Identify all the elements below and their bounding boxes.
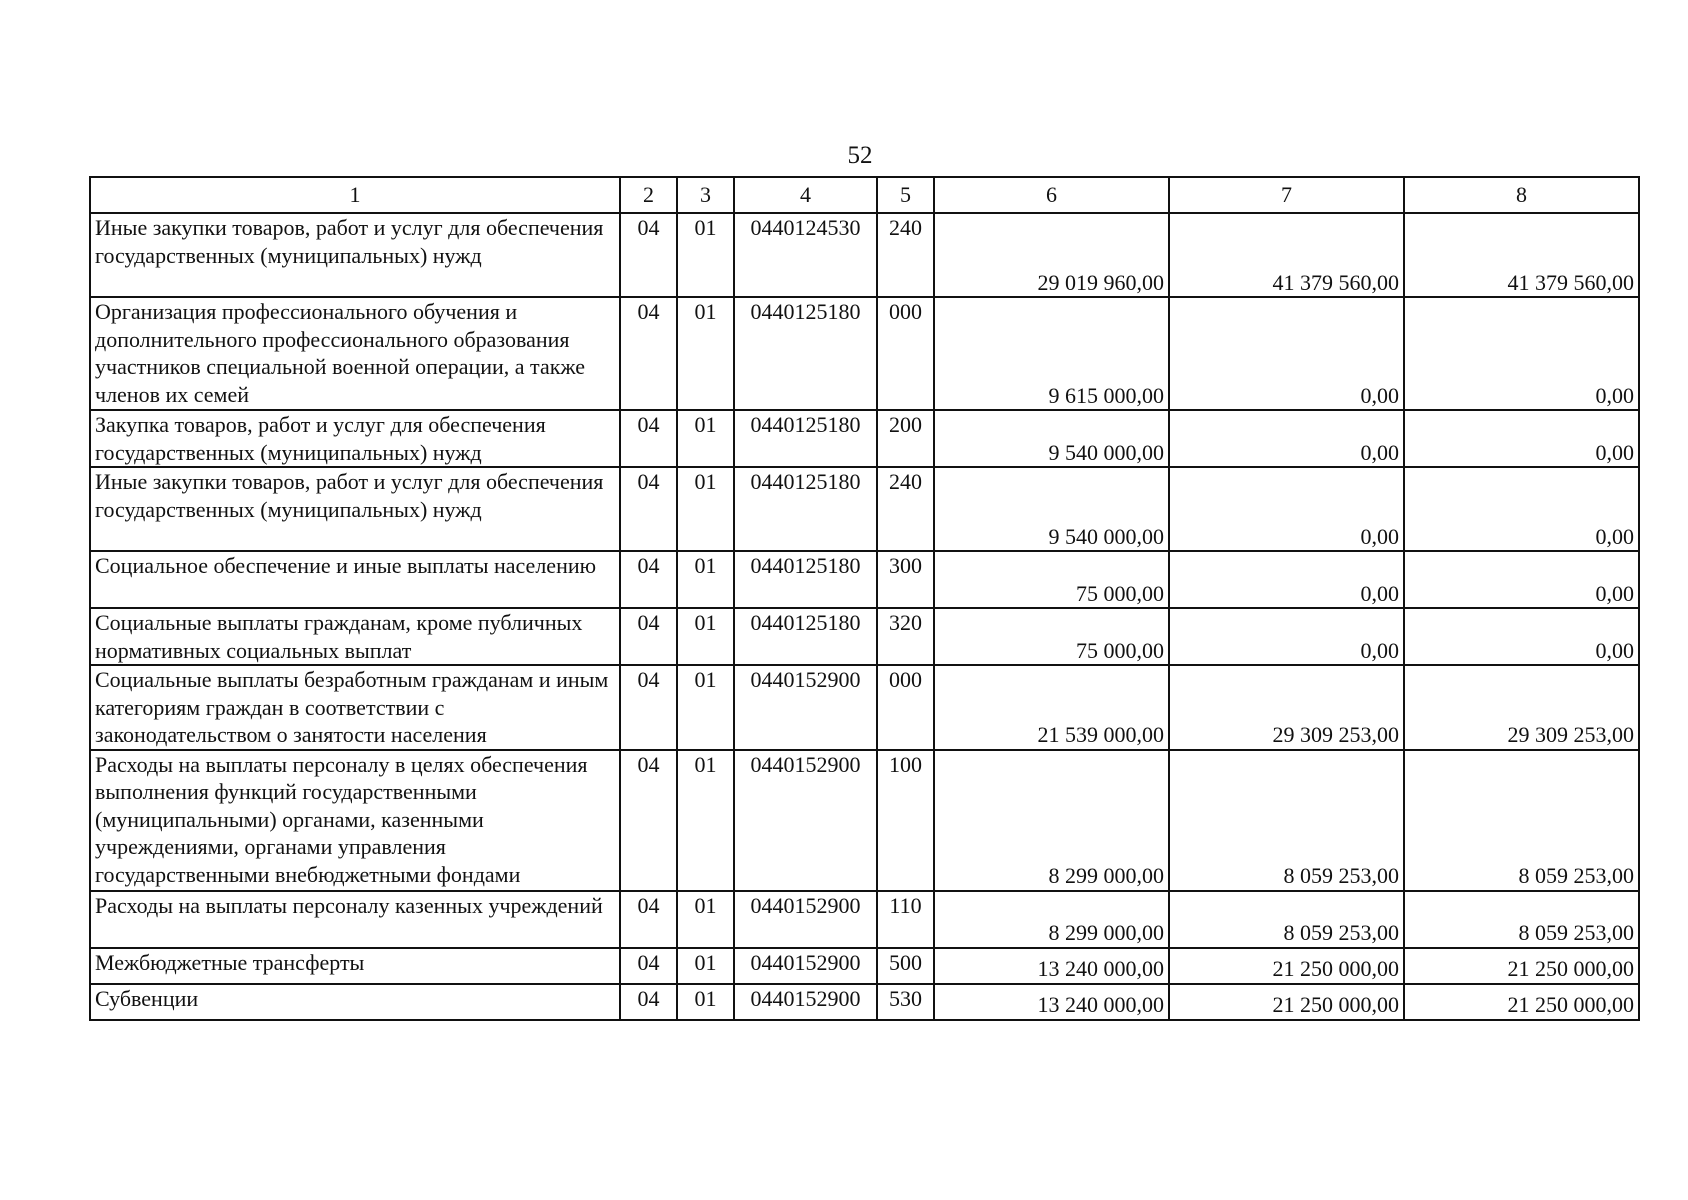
- amount-col-7: 0,00: [1169, 410, 1404, 467]
- amount-col-6: 9 540 000,00: [934, 467, 1169, 551]
- amount-col-7: 0,00: [1169, 467, 1404, 551]
- subsection-code: 01: [677, 467, 734, 551]
- section-code: 04: [620, 608, 677, 665]
- column-number-1: 1: [90, 177, 620, 213]
- expense-name: Закупка товаров, работ и услуг для обеспечения государственных (муниципальных) нужд: [90, 410, 620, 467]
- expense-type-code: 240: [877, 467, 934, 551]
- expense-name: Иные закупки товаров, работ и услуг для обеспечения государственных (муниципальных) нужд: [90, 213, 620, 297]
- amount-col-7: 0,00: [1169, 297, 1404, 410]
- subsection-code: 01: [677, 410, 734, 467]
- subsection-code: 01: [677, 608, 734, 665]
- expense-name: Субвенции: [90, 984, 620, 1020]
- expense-type-code: 200: [877, 410, 934, 467]
- table-row: [90, 467, 1639, 551]
- target-article-code: 0440152900: [734, 984, 877, 1020]
- expense-name: Социальное обеспечение и иные выплаты населению: [90, 551, 620, 608]
- target-article-code: 0440125180: [734, 297, 877, 410]
- table-row: [90, 665, 1639, 750]
- expense-name: Социальные выплаты гражданам, кроме публичных нормативных социальных выплат: [90, 608, 620, 665]
- amount-col-6: 29 019 960,00: [934, 213, 1169, 297]
- amount-col-6: 13 240 000,00: [934, 948, 1169, 984]
- column-number-6: 6: [934, 177, 1169, 213]
- amount-col-7: 8 059 253,00: [1169, 891, 1404, 948]
- amount-col-7: 0,00: [1169, 551, 1404, 608]
- amount-col-6: 21 539 000,00: [934, 665, 1169, 750]
- table-row: [90, 948, 1639, 984]
- expense-name: Расходы на выплаты персоналу в целях обеспечения выполнения функций государственными (муниципальными) органами, казенными учреждениями, органами управления государственными внебюджетными фондами: [90, 750, 620, 891]
- amount-col-8: 21 250 000,00: [1404, 984, 1639, 1020]
- table-row: [90, 750, 1639, 891]
- table-row: [90, 608, 1639, 665]
- amount-col-6: 8 299 000,00: [934, 750, 1169, 891]
- column-number-row: [90, 177, 1639, 213]
- amount-col-8: 41 379 560,00: [1404, 213, 1639, 297]
- section-code: 04: [620, 213, 677, 297]
- amount-col-6: 75 000,00: [934, 608, 1169, 665]
- amount-col-6: 9 540 000,00: [934, 410, 1169, 467]
- amount-col-8: 0,00: [1404, 467, 1639, 551]
- column-number-5: 5: [877, 177, 934, 213]
- subsection-code: 01: [677, 213, 734, 297]
- amount-col-7: 8 059 253,00: [1169, 750, 1404, 891]
- section-code: 04: [620, 984, 677, 1020]
- column-number-3: 3: [677, 177, 734, 213]
- column-number-4: 4: [734, 177, 877, 213]
- amount-col-7: 29 309 253,00: [1169, 665, 1404, 750]
- subsection-code: 01: [677, 891, 734, 948]
- section-code: 04: [620, 891, 677, 948]
- expense-name: Организация профессионального обучения и дополнительного профессионального образования участников специальной военной операции, а также членов их семей: [90, 297, 620, 410]
- amount-col-7: 21 250 000,00: [1169, 984, 1404, 1020]
- subsection-code: 01: [677, 297, 734, 410]
- subsection-code: 01: [677, 750, 734, 891]
- section-code: 04: [620, 551, 677, 608]
- subsection-code: 01: [677, 551, 734, 608]
- target-article-code: 0440124530: [734, 213, 877, 297]
- amount-col-8: 21 250 000,00: [1404, 948, 1639, 984]
- amount-col-8: 0,00: [1404, 297, 1639, 410]
- amount-col-6: 75 000,00: [934, 551, 1169, 608]
- amount-col-6: 9 615 000,00: [934, 297, 1169, 410]
- amount-col-6: 13 240 000,00: [934, 984, 1169, 1020]
- amount-col-6: 8 299 000,00: [934, 891, 1169, 948]
- expense-name: Расходы на выплаты персоналу казенных учреждений: [90, 891, 620, 948]
- expense-type-code: 320: [877, 608, 934, 665]
- target-article-code: 0440125180: [734, 467, 877, 551]
- amount-col-7: 0,00: [1169, 608, 1404, 665]
- page-number: 52: [847, 142, 873, 169]
- amount-col-7: 41 379 560,00: [1169, 213, 1404, 297]
- subsection-code: 01: [677, 984, 734, 1020]
- table-row: [90, 984, 1639, 1020]
- target-article-code: 0440152900: [734, 665, 877, 750]
- target-article-code: 0440125180: [734, 551, 877, 608]
- expense-name: Иные закупки товаров, работ и услуг для обеспечения государственных (муниципальных) нужд: [90, 467, 620, 551]
- expense-type-code: 100: [877, 750, 934, 891]
- table-row: [90, 410, 1639, 467]
- expense-type-code: 000: [877, 665, 934, 750]
- expense-type-code: 110: [877, 891, 934, 948]
- section-code: 04: [620, 750, 677, 891]
- subsection-code: 01: [677, 665, 734, 750]
- expense-type-code: 300: [877, 551, 934, 608]
- expense-type-code: 000: [877, 297, 934, 410]
- amount-col-8: 0,00: [1404, 608, 1639, 665]
- amount-col-8: 0,00: [1404, 551, 1639, 608]
- target-article-code: 0440125180: [734, 608, 877, 665]
- target-article-code: 0440152900: [734, 948, 877, 984]
- section-code: 04: [620, 665, 677, 750]
- amount-col-8: 8 059 253,00: [1404, 750, 1639, 891]
- target-article-code: 0440152900: [734, 750, 877, 891]
- amount-col-8: 29 309 253,00: [1404, 665, 1639, 750]
- expense-type-code: 500: [877, 948, 934, 984]
- column-number-7: 7: [1169, 177, 1404, 213]
- section-code: 04: [620, 297, 677, 410]
- column-number-2: 2: [620, 177, 677, 213]
- amount-col-8: 8 059 253,00: [1404, 891, 1639, 948]
- table-row: [90, 551, 1639, 608]
- subsection-code: 01: [677, 948, 734, 984]
- budget-table-body: [90, 177, 1639, 1020]
- table-row: [90, 891, 1639, 948]
- column-number-8: 8: [1404, 177, 1639, 213]
- expense-name: Социальные выплаты безработным гражданам и иным категориям граждан в соответствии с законодательством о занятости населения: [90, 665, 620, 750]
- target-article-code: 0440152900: [734, 891, 877, 948]
- section-code: 04: [620, 410, 677, 467]
- expense-type-code: 530: [877, 984, 934, 1020]
- section-code: 04: [620, 467, 677, 551]
- expense-type-code: 240: [877, 213, 934, 297]
- table-row: [90, 297, 1639, 410]
- table-row: [90, 213, 1639, 297]
- amount-col-8: 0,00: [1404, 410, 1639, 467]
- amount-col-7: 21 250 000,00: [1169, 948, 1404, 984]
- budget-table: [89, 176, 1640, 1021]
- target-article-code: 0440125180: [734, 410, 877, 467]
- expense-name: Межбюджетные трансферты: [90, 948, 620, 984]
- section-code: 04: [620, 948, 677, 984]
